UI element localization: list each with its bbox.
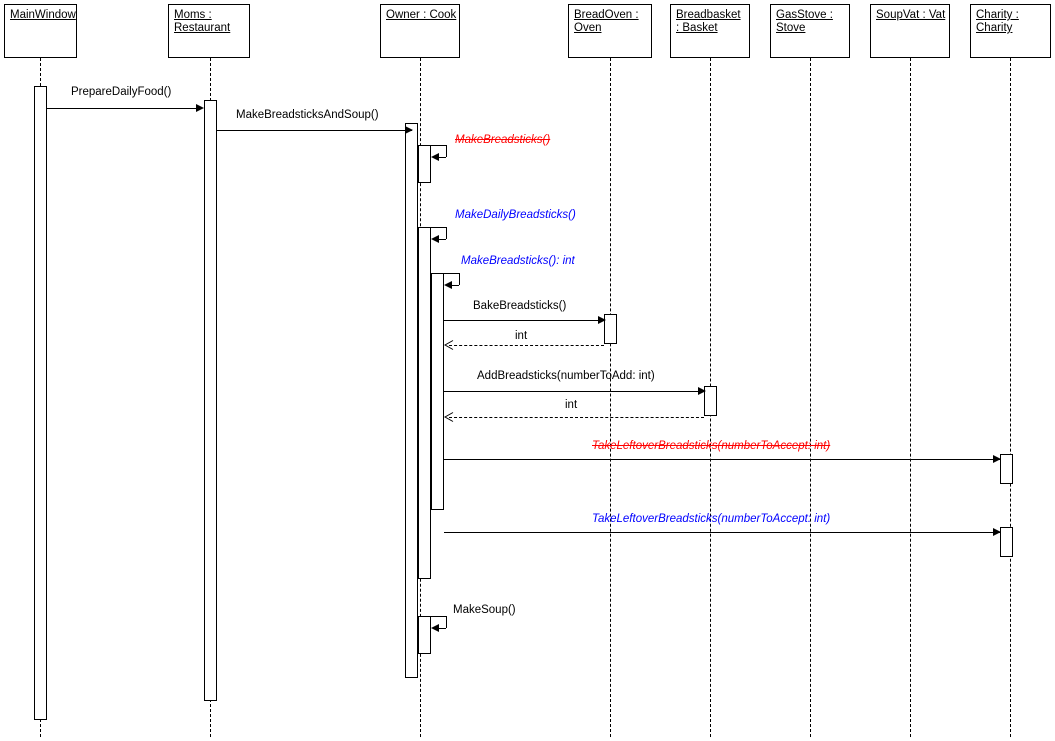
message-line-preparedailyfood	[47, 108, 202, 109]
activation-moms	[204, 100, 217, 701]
activation-charity	[1000, 527, 1013, 557]
lifeline-line-soupvat	[910, 58, 911, 737]
arrow-head-makebreadsticksandsoup	[405, 126, 413, 134]
message-line-bakebreadsticks	[444, 320, 604, 321]
activation-charity-struck	[1000, 454, 1013, 484]
message-label-makebreadsticks-struck: MakeBreadsticks()	[455, 134, 551, 146]
arrow-head-takeleftoverbreadsticks	[993, 528, 1001, 536]
arrow-head-bakebreadsticks	[598, 316, 606, 324]
message-label-makesoup: MakeSoup()	[453, 604, 516, 616]
message-label-return-int-oven: int	[515, 330, 528, 342]
lifeline-head-mainwindow[interactable]	[4, 4, 77, 58]
activation-owner-makesoup	[418, 616, 431, 654]
lifeline-label-line2: : Basket	[676, 22, 718, 34]
lifeline-head-breadbasket[interactable]	[670, 4, 750, 58]
activation-owner-main	[405, 123, 418, 678]
arrow-head-return-int-basket	[444, 412, 453, 421]
lifeline-line-charity	[1010, 58, 1011, 737]
arrow-head-return-int-oven	[444, 340, 453, 349]
arrow-head-addbreadsticks	[698, 387, 706, 395]
lifeline-label-line1: SoupVat : Vat	[876, 9, 946, 21]
arrow-head-makebreadsticks-int	[444, 281, 452, 289]
lifeline-line-breadoven	[610, 58, 611, 737]
arrow-head-makedailybreadsticks	[431, 235, 439, 243]
activation-owner-makedailybreadsticks	[418, 227, 431, 579]
message-line-takeleftoverbreadsticks	[444, 532, 1000, 533]
lifeline-head-charity[interactable]	[970, 4, 1051, 58]
message-label-makebreadsticksandsoup: MakeBreadsticksAndSoup()	[236, 109, 379, 121]
message-line-return-int-oven	[449, 345, 604, 346]
message-line-takeleftoverbreadsticks-struck	[444, 459, 1000, 460]
lifeline-head-soupvat[interactable]	[870, 4, 950, 58]
message-label-bakebreadsticks: BakeBreadsticks()	[473, 300, 567, 312]
activation-owner-makebreadsticks-int	[431, 273, 444, 510]
lifeline-label-line1: Owner : Cook	[386, 9, 457, 21]
arrow-head-makebreadsticks-struck	[431, 153, 439, 161]
lifeline-label-line1: BreadOven :	[574, 9, 639, 21]
lifeline-label-line1: MainWindow	[10, 9, 76, 21]
lifeline-label-line2: Charity	[976, 22, 1013, 34]
arrow-head-makesoup	[431, 624, 439, 632]
message-line-return-int-basket	[449, 417, 704, 418]
message-line-makebreadsticksandsoup	[217, 130, 412, 131]
message-label-makebreadsticks-int: MakeBreadsticks(): int	[461, 255, 575, 267]
message-label-preparedailyfood: PrepareDailyFood()	[71, 86, 172, 98]
lifeline-label-line2: Oven	[574, 22, 602, 34]
lifeline-head-gasstove[interactable]	[770, 4, 850, 58]
activation-owner-makebreadsticks-struck	[418, 145, 431, 183]
lifeline-label-line1: Breadbasket	[676, 9, 741, 21]
arrow-head-takeleftoverbreadsticks-struck	[993, 455, 1001, 463]
lifeline-label-line1: Moms :	[174, 9, 212, 21]
lifeline-label-line2: Restaurant	[174, 22, 231, 34]
activation-mainwindow	[34, 86, 47, 720]
lifeline-line-gasstove	[810, 58, 811, 737]
lifeline-head-breadoven[interactable]	[568, 4, 652, 58]
lifeline-head-owner[interactable]	[380, 4, 460, 58]
arrow-head-preparedailyfood	[196, 104, 204, 112]
lifeline-head-moms[interactable]	[168, 4, 250, 58]
message-line-addbreadsticks	[444, 391, 704, 392]
lifeline-label-line1: Charity :	[976, 9, 1019, 21]
message-label-makedailybreadsticks: MakeDailyBreadsticks()	[455, 209, 576, 221]
message-label-addbreadsticks: AddBreadsticks(numberToAdd: int)	[477, 370, 655, 382]
message-label-takeleftoverbreadsticks-struck: TakeLeftoverBreadsticks(numberToAccept: int)	[592, 440, 831, 452]
lifeline-label-line2: Stove	[776, 22, 806, 34]
message-label-return-int-basket: int	[565, 399, 578, 411]
message-label-takeleftoverbreadsticks: TakeLeftoverBreadsticks(numberToAccept: int)	[592, 513, 831, 525]
lifeline-label-line1: GasStove :	[776, 9, 833, 21]
